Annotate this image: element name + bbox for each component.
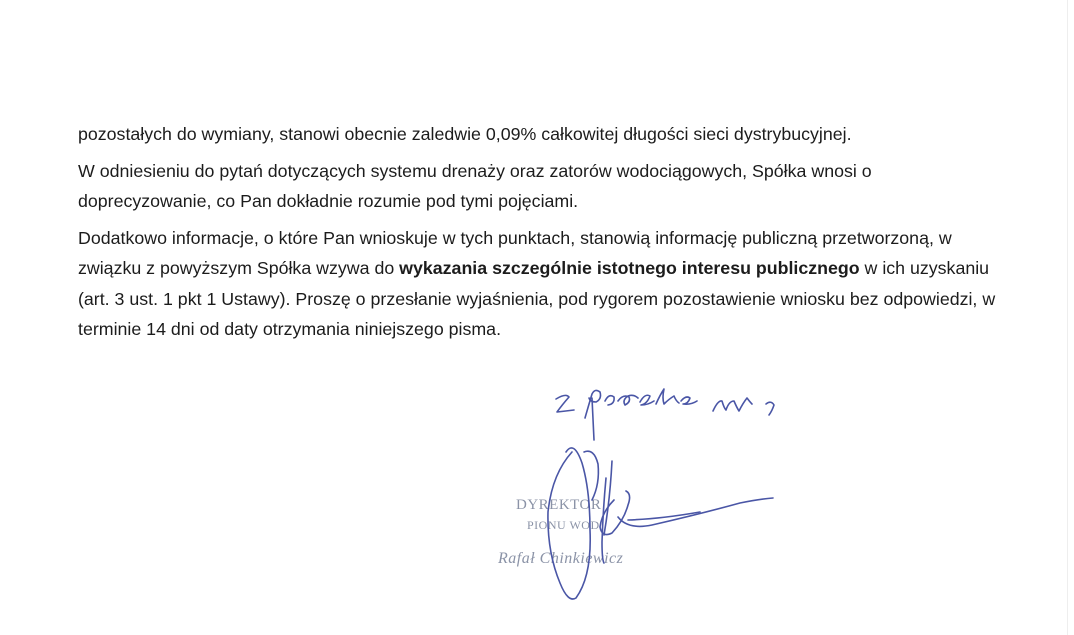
letter-body <box>78 119 1008 351</box>
stamp-title: DYREKTOR <box>516 497 602 513</box>
page-edge-line <box>1067 0 1068 635</box>
stamp-subtitle: PIONU WOD <box>527 518 600 532</box>
paragraph-remaining-pipes: pozostałych do wymiany, stanowi obecnie zaledwie 0,09% całkowitej długości sieci dystrybucyjnej. <box>78 124 852 144</box>
paragraph-drainage-question: W odniesieniu do pytań dotyczących systemu drenaży oraz zatorów wodociągowych, Spółka wnosi o doprecyzowanie, co Pan dokładnie rozumie pod tymi pojęciami. <box>78 160 872 211</box>
greeting-handwriting <box>556 395 574 412</box>
stamp-name: Rafał Chinkiewicz <box>498 550 624 567</box>
paragraph-bold-text: wykazania szczególnie istotnego interesu publicznego <box>399 258 860 278</box>
paragraph-public-interest <box>78 223 1008 345</box>
paragraph-text-after: w ich uzyskaniu (art. 3 ust. 1 pkt 1 Ustawy). Proszę o przesłanie wyjaśnienia, pod rygorem pozostawienie wniosku bez odpowiedzi, w terminie 14 dni od daty otrzymania niniejszego pisma. <box>78 258 996 339</box>
paragraph-text-before: Dodatkowo informacje, o które Pan wnioskuje w tych punktach, stanowią informację publiczną przetworzoną, w związku z powyższym Spółka wzywa do <box>78 227 952 278</box>
